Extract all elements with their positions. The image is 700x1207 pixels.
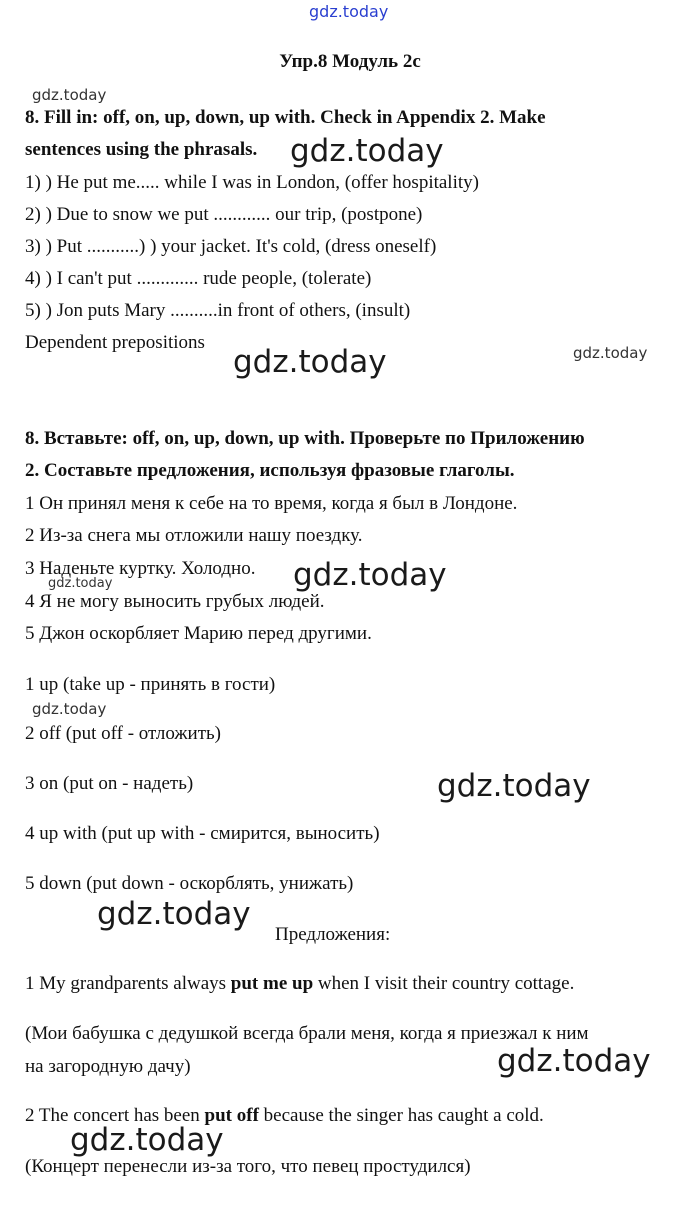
task-en-item: 5) ) Jon puts Mary ..........in front of others, (insult) bbox=[25, 300, 411, 321]
task-ru-item: 3 Наденьте куртку. Холодно. bbox=[25, 558, 256, 579]
sentence-1-translation-line2: на загородную дачу) bbox=[25, 1056, 191, 1077]
watermark-large: gdz.today bbox=[290, 133, 444, 169]
watermark-top: gdz.today bbox=[309, 2, 389, 21]
watermark-large: gdz.today bbox=[97, 896, 251, 932]
page-title: Упр.8 Модуль 2с bbox=[279, 51, 421, 72]
task-ru-item: 4 Я не могу выносить грубых людей. bbox=[25, 591, 325, 612]
task-ru-item: 2 Из-за снега мы отложили нашу поездку. bbox=[25, 525, 363, 546]
watermark-large: gdz.today bbox=[233, 344, 387, 380]
sentence-1 bbox=[25, 974, 574, 993]
sentence-2-translation: (Концерт перенесли из-за того, что певец простудился) bbox=[25, 1156, 471, 1177]
watermark-large: gdz.today bbox=[70, 1122, 224, 1158]
answer-item: 4 up with (put up with - смирится, выносить) bbox=[25, 823, 380, 844]
task-ru-heading-line1: 8. Вставьте: off, on, up, down, up with. Проверьте по Приложению bbox=[25, 428, 585, 449]
task-en-item: 3) ) Put ...........) ) your jacket. It's cold, (dress oneself) bbox=[25, 236, 437, 257]
sentence-1-pre: 1 My grandparents always bbox=[25, 973, 231, 994]
answer-item: 3 on (put on - надеть) bbox=[25, 773, 194, 794]
task-ru-heading-line2: 2. Составьте предложения, используя фразовые глаголы. bbox=[25, 460, 515, 481]
task-en-heading-line2: sentences using the phrasals. bbox=[25, 139, 258, 160]
watermark-small: gdz.today bbox=[573, 344, 648, 362]
task-en-footer: Dependent prepositions bbox=[25, 332, 205, 353]
sentence-1-phrasal: put me up bbox=[230, 973, 314, 994]
watermark-small: gdz.today bbox=[48, 576, 113, 591]
task-ru-item: 1 Он принял меня к себе на то время, когда я был в Лондоне. bbox=[25, 493, 518, 514]
task-ru-item: 5 Джон оскорбляет Марию перед другими. bbox=[25, 623, 372, 644]
answer-item: 1 up (take up - принять в гости) bbox=[25, 674, 276, 695]
watermark-small: gdz.today bbox=[32, 86, 107, 104]
task-en-item: 4) ) I can't put ............. rude people, (tolerate) bbox=[25, 268, 372, 289]
sentence-1-post: when I visit their country cottage. bbox=[313, 973, 575, 994]
task-en-item: 2) ) Due to snow we put ............ our trip, (postpone) bbox=[25, 204, 423, 225]
sentence-1-translation-line1: (Мои бабушка с дедушкой всегда брали меня, когда я приезжал к ним bbox=[25, 1023, 589, 1044]
watermark-large: gdz.today bbox=[437, 768, 591, 804]
task-en-item: 1) ) He put me..... while I was in London, (offer hospitality) bbox=[25, 172, 479, 193]
answer-item: 5 down (put down - оскорблять, унижать) bbox=[25, 873, 354, 894]
watermark-large: gdz.today bbox=[497, 1043, 651, 1079]
sentences-heading: Предложения: bbox=[275, 924, 391, 945]
sentence-2-phrasal: put off bbox=[204, 1105, 259, 1126]
watermark-small: gdz.today bbox=[32, 700, 107, 718]
answer-item: 2 off (put off - отложить) bbox=[25, 723, 221, 744]
sentence-2-pre: 2 The concert has been bbox=[25, 1105, 205, 1126]
sentence-2-post: because the singer has caught a cold. bbox=[258, 1105, 544, 1126]
task-en-heading-line1: 8. Fill in: off, on, up, down, up with. Check in Appendix 2. Make bbox=[25, 107, 546, 128]
watermark-large: gdz.today bbox=[293, 557, 447, 593]
